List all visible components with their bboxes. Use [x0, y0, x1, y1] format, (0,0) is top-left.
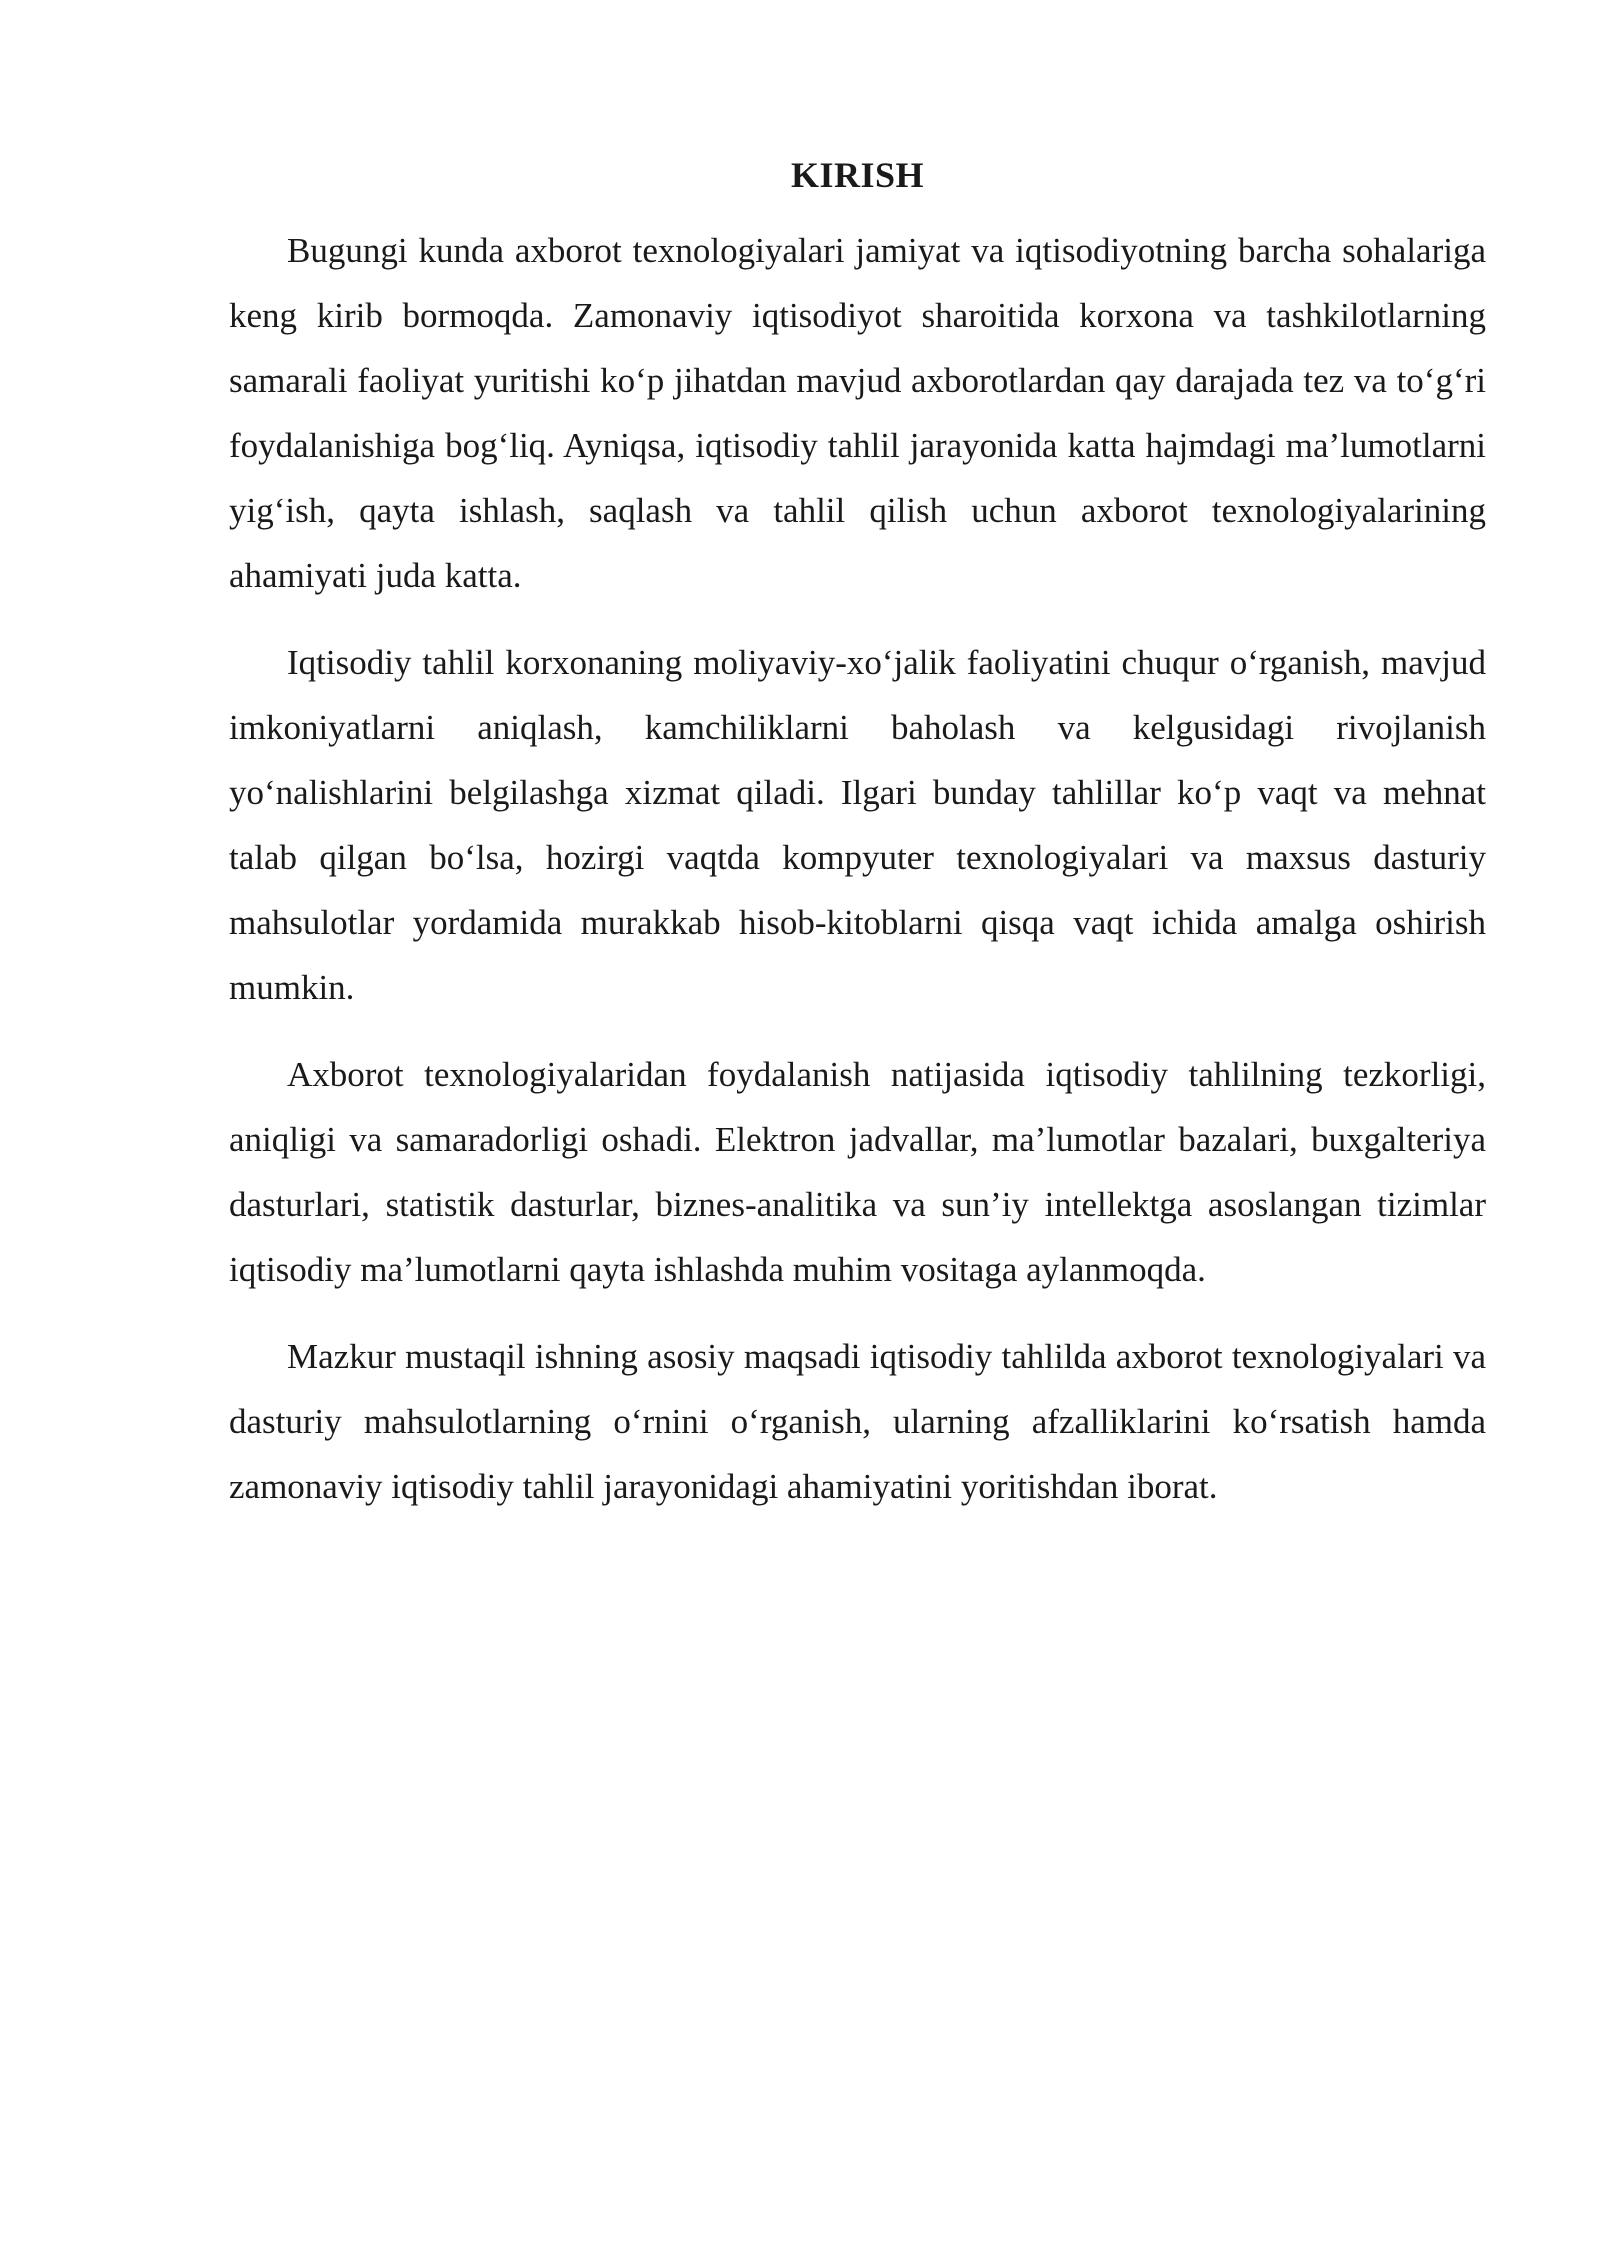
document-body	[229, 148, 1486, 1541]
paragraph-it-benefits: Axborot texnologiyalaridan foydalanish natijasida iqtisodiy tahlilning tezkorligi, aniqligi va samaradorligi oshadi. Elektron jadvallar, ma’lumotlar bazalari, buxgalteriya dasturlari, statistik dasturlar, biznes-analitika va sun’iy intellektga asoslangan tizimlar iqtisodiy ma’lumotlarni qayta ishlashda muhim vositaga aylanmoqda.	[229, 1055, 1486, 1289]
paragraph-economic-analysis: Iqtisodiy tahlil korxonaning moliyaviy-xo‘jalik faoliyatini chuqur o‘rganish, mavjud imkoniyatlarni aniqlash, kamchiliklarni baholash va kelgusidagi rivojlanish yo‘nalishlarini belgilashga xizmat qiladi. Ilgari bunday tahlillar ko‘p vaqt va mehnat talab qilgan bo‘lsa, hozirgi vaqtda kompyuter texnologiyalari va maxsus dasturiy mahsulotlar yordamida murakkab hisob-kitoblarni qisqa vaqt ichida amalga oshirish mumkin.	[229, 643, 1486, 1007]
section-title: KIRISH	[790, 155, 925, 195]
paragraph-intro: Bugungi kunda axborot texnologiyalari jamiyat va iqtisodiyotning barcha sohalariga keng kirib bormoqda. Zamonaviy iqtisodiyot sharoitida korxona va tashkilotlarning samarali faoliyat yuritishi ko‘p jihatdan mavjud axborotlardan qay darajada tez va to‘g‘ri foydalanishiga bog‘liq. Ayniqsa, iqtisodiy tahlil jarayonida katta hajmdagi ma’lumotlarni yig‘ish, qayta ishlash, saqlash va tahlil qilish uchun axborot texnologiyalarining ahamiyati juda katta.	[229, 231, 1486, 595]
paragraph-goal: Mazkur mustaqil ishning asosiy maqsadi iqtisodiy tahlilda axborot texnologiyalari va dasturiy mahsulotlarning o‘rnini o‘rganish, ularning afzalliklarini ko‘rsatish hamda zamonaviy iqtisodiy tahlil jarayonidagi ahamiyatini yoritishdan iborat.	[229, 1337, 1486, 1506]
